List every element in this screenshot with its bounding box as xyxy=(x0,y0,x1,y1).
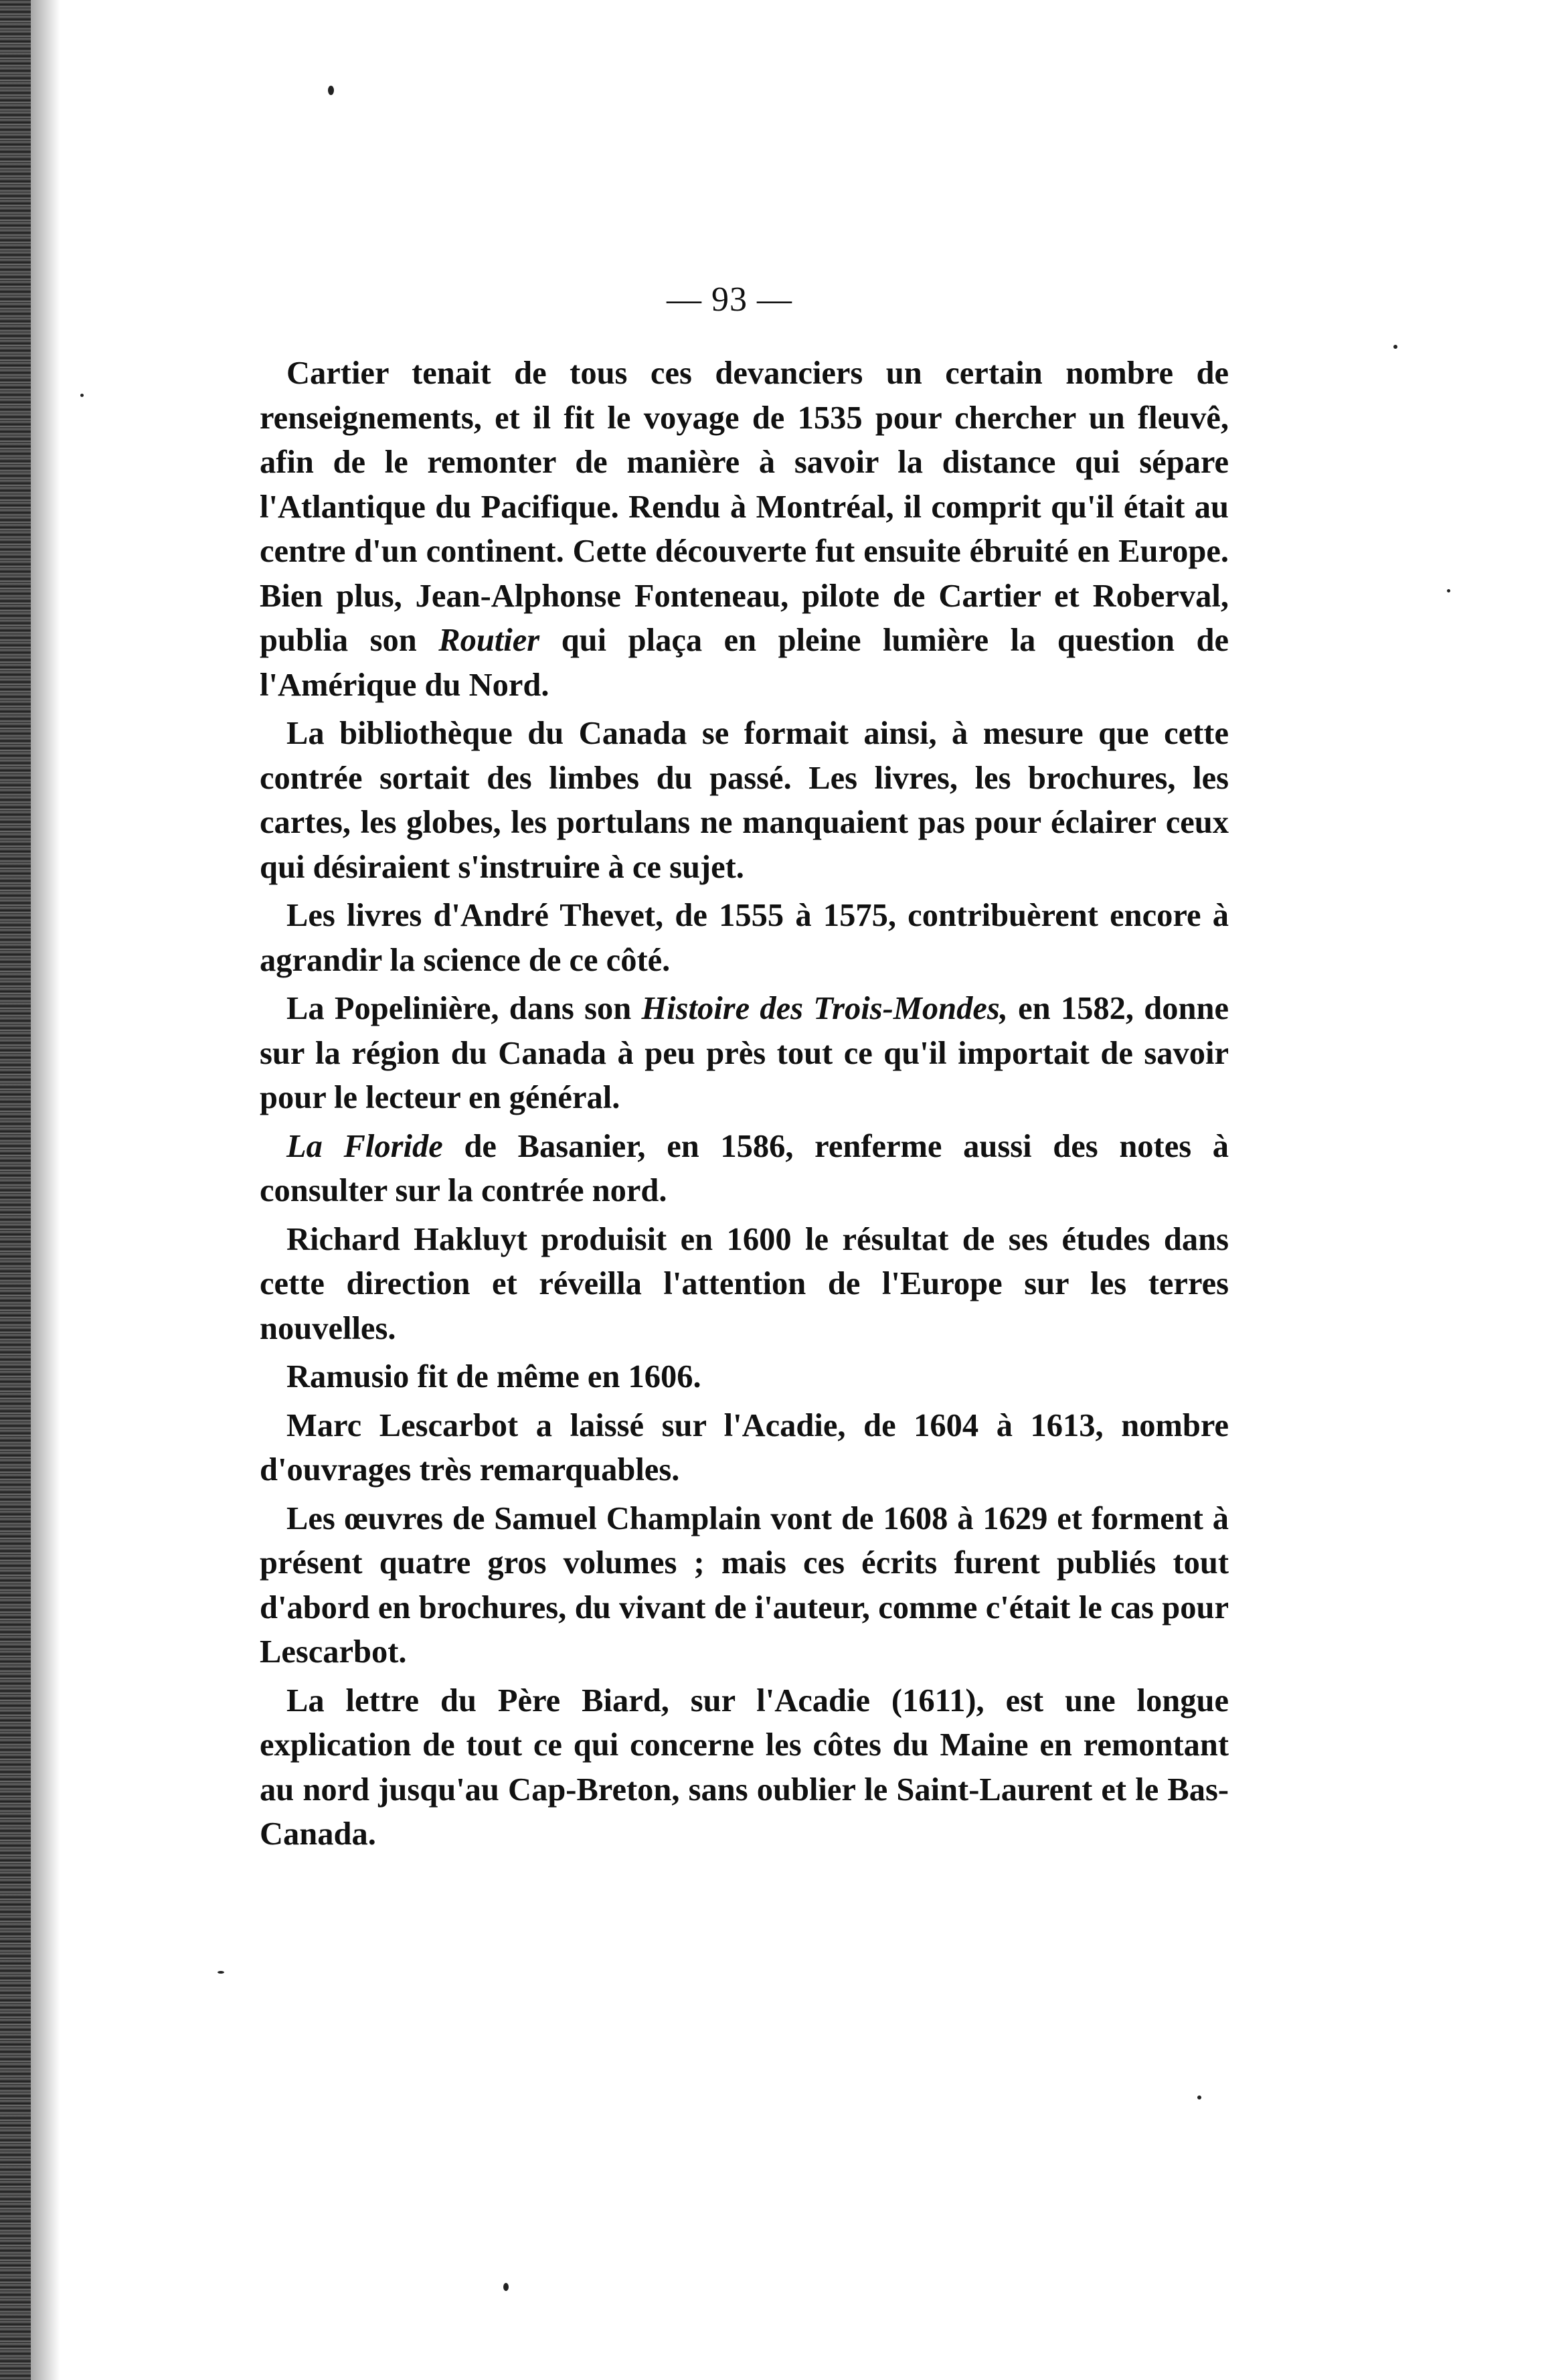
page-number: — 93 — xyxy=(667,281,792,319)
paragraph xyxy=(260,712,1229,890)
scan-binding-edge xyxy=(0,0,31,2380)
body-text xyxy=(260,351,1229,1861)
scan-binding-shadow xyxy=(31,0,60,2380)
paragraph-text: La bibliothèque du Canada se formait ainsi, à mesure que cette contrée sortait des limbes du passé. Les livres, les brochures, les cartes, les globes, les portulans ne manquaient pas pour éclairer ceux qui désiraient s'instruire à ce sujet. xyxy=(260,716,1229,885)
paragraph xyxy=(260,1355,1229,1400)
paragraph-text: Cartier tenait de tous ces devanciers un certain nombre de renseignements, et il fit le voyage de 1535 pour chercher un fleuvê, afin de le remonter de manière à savoir la distance qui sépare l'Atlantique du Pacifique. Rendu à Montréal, il comprit qu'il était au centre d'un continent. Cette découverte fut ensuite ébruité en Europe. Bien plus, Jean-Alphonse Fonteneau, pilote de Cartier et Roberval, publia son xyxy=(260,355,1229,658)
paragraph xyxy=(260,1218,1229,1352)
paragraph xyxy=(260,1497,1229,1675)
paragraph xyxy=(260,351,1229,708)
scan-speck xyxy=(1393,345,1397,349)
paragraph-text: Les livres d'André Thevet, de 1555 à 1575, contribuèrent encore à agrandir la science de ce côté. xyxy=(260,898,1229,978)
italic-title: Histoire des Trois-Mondes, xyxy=(641,991,1008,1026)
scan-speck xyxy=(1447,589,1450,592)
paragraph xyxy=(260,1125,1229,1214)
paragraph-text: de Basanier, en 1586, renferme aussi des notes à consulter sur la contrée nord. xyxy=(260,1128,1229,1208)
paragraph-text: La Popelinière, dans son xyxy=(286,991,632,1026)
scan-speck xyxy=(328,86,334,95)
paragraph xyxy=(260,1404,1229,1493)
paragraph-text: Richard Hakluyt produisit en 1600 le résultat de ses études dans cette direction et réveilla l'attention de l'Europe sur les terres nouvelles. xyxy=(260,1221,1229,1346)
paragraph xyxy=(260,894,1229,983)
scan-speck xyxy=(503,2283,509,2291)
italic-title: La Floride xyxy=(286,1128,443,1164)
paragraph xyxy=(260,1679,1229,1857)
scan-speck xyxy=(80,394,84,397)
paragraph-text: qui plaça en pleine lumière la question de l'Amérique du Nord. xyxy=(260,623,1229,703)
paragraph-text: Les œuvres de Samuel Champlain vont de 1608 à 1629 et forment à présent quatre gros volumes ; mais ces écrits furent publiés tout d'abord en brochures, du vivant de i'auteur, comme c'était le cas pour Lescarbot. xyxy=(260,1500,1229,1670)
paragraph-text: Marc Lescarbot a laissé sur l'Acadie, de 1604 à 1613, nombre d'ouvrages très remarquables. xyxy=(260,1407,1229,1488)
paragraph-text: Ramusio fit de même en 1606. xyxy=(286,1359,701,1395)
paragraph xyxy=(260,987,1229,1121)
scan-speck xyxy=(218,1971,224,1974)
italic-title: Routier xyxy=(438,623,540,658)
scan-speck xyxy=(1197,2095,1201,2099)
paragraph-text: La lettre du Père Biard, sur l'Acadie (1611), est une longue explication de tout ce qui concerne les côtes du Maine en remontant au nord jusqu'au Cap-Breton, sans oublier le Saint-Laurent et le Bas-Canada. xyxy=(260,1682,1229,1852)
paragraph-text: en 1582, donne sur la région du Canada à peu près tout ce qu'il importait de savoir pour le lecteur en général. xyxy=(260,991,1229,1115)
